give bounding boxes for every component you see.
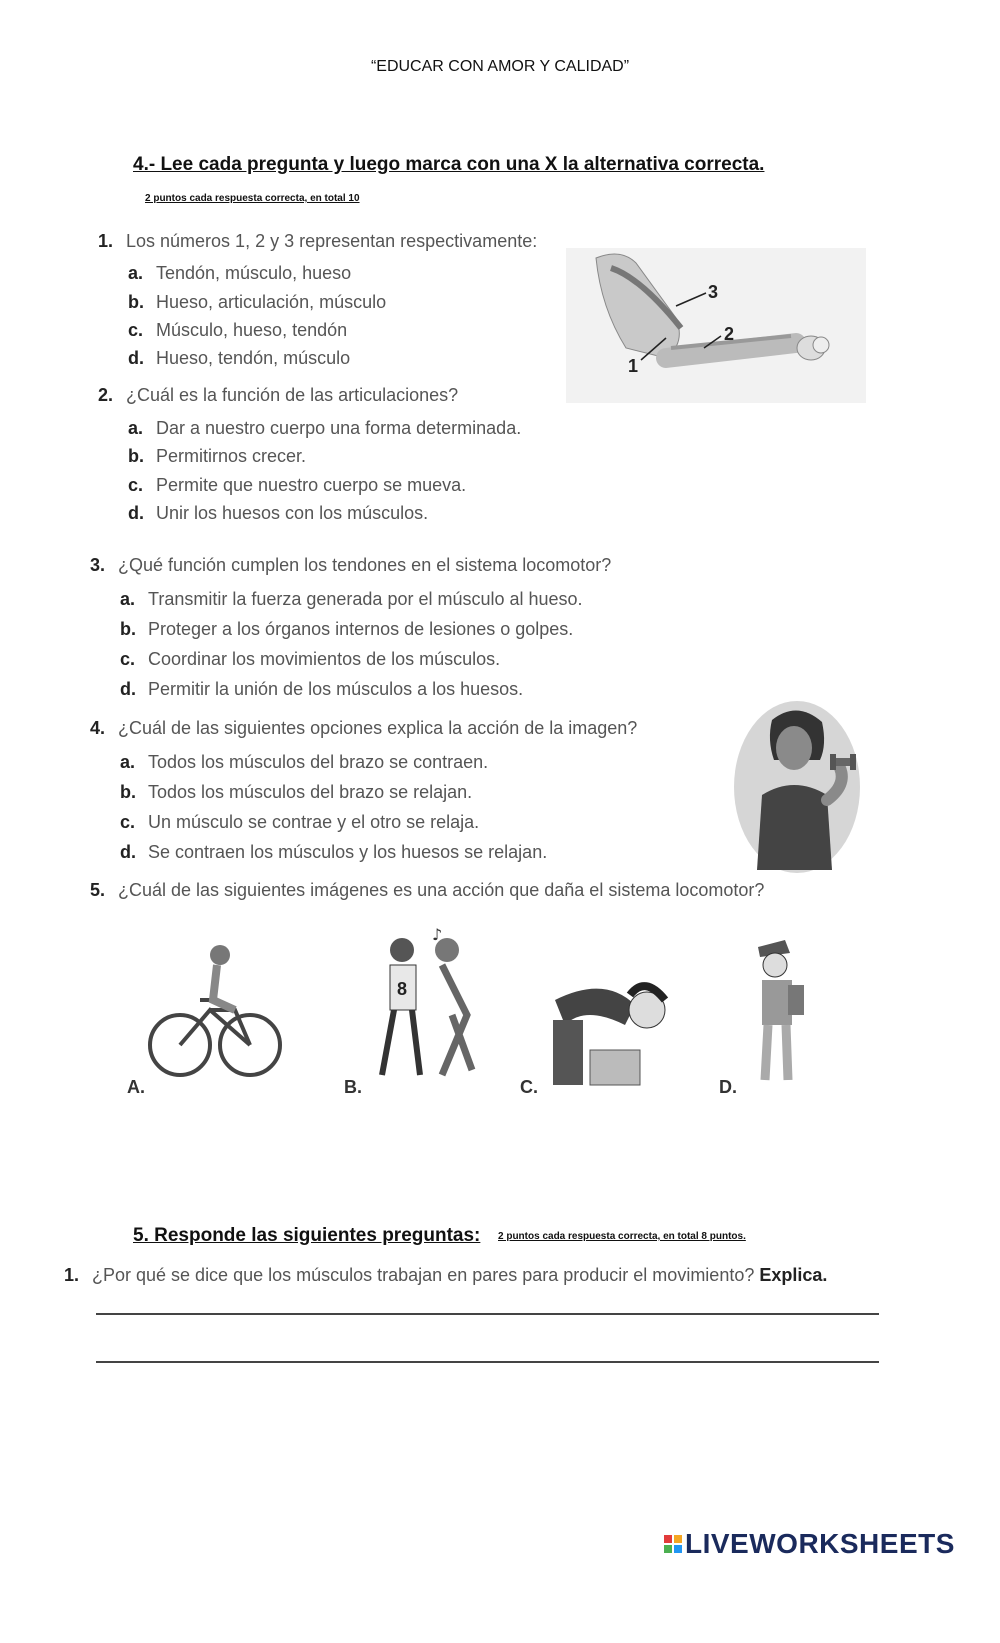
bending-girl-illustration[interactable] — [545, 965, 675, 1090]
question-1 — [98, 231, 537, 252]
image-option-d-label: D. — [719, 1077, 737, 1097]
arm-label-2: 2 — [724, 324, 735, 344]
answer-line-1[interactable] — [96, 1313, 879, 1315]
option-text: Permitirnos crecer. — [156, 446, 307, 466]
q2-option-d[interactable] — [128, 503, 428, 524]
question-3 — [90, 555, 611, 576]
answer-line-2[interactable] — [96, 1361, 879, 1363]
arm-label-1: 1 — [628, 356, 639, 376]
option-letter: d. — [128, 503, 144, 523]
image-option-a-label: A. — [127, 1077, 145, 1097]
option-text: Hueso, tendón, músculo — [156, 348, 351, 368]
option-letter: b. — [128, 292, 144, 312]
q2-option-b[interactable] — [128, 446, 306, 467]
option-text: Permite que nuestro cuerpo se mueva. — [156, 475, 467, 495]
option-letter: b. — [128, 446, 144, 466]
option-letter: a. — [120, 752, 136, 772]
q3-option-b[interactable] — [120, 619, 573, 640]
question-number: 2. — [98, 385, 114, 405]
woman-dumbbell-illustration — [732, 700, 862, 875]
q3-option-d[interactable] — [120, 679, 523, 700]
option-letter: b. — [120, 782, 136, 802]
option-letter: c. — [128, 475, 144, 495]
option-text: Se contraen los músculos y los huesos se relajan. — [148, 842, 548, 862]
question-text: Los números 1, 2 y 3 representan respectivamente: — [126, 231, 538, 251]
option-text: Transmitir la fuerza generada por el músculo al hueso. — [148, 589, 583, 609]
arm-muscle-illustration — [566, 248, 866, 403]
question-5 — [90, 880, 764, 901]
question-4 — [90, 718, 637, 739]
option-text: Un músculo se contrae y el otro se relaja. — [148, 812, 480, 832]
section-5-points: 2 puntos cada respuesta correcta, en total 8 puntos. — [498, 1231, 746, 1242]
section-5-title: 5. Responde las siguientes preguntas: — [133, 1225, 481, 1246]
option-letter: d. — [120, 842, 136, 862]
arm-label-3: 3 — [708, 282, 719, 302]
option-letter: c. — [120, 649, 136, 669]
option-text: Coordinar los movimientos de los músculos. — [148, 649, 501, 669]
section-4-title: 4.- Lee cada pregunta y luego marca con una X la alternativa correcta. — [133, 154, 765, 175]
option-text: Tendón, músculo, hueso — [156, 263, 352, 283]
question-number: 1. — [98, 231, 114, 251]
question-instruction: Explica. — [759, 1265, 828, 1285]
q2-option-c[interactable] — [128, 475, 466, 496]
question-number: 4. — [90, 718, 106, 738]
q3-option-a[interactable] — [120, 589, 583, 610]
option-letter: d. — [120, 679, 136, 699]
q2-option-a[interactable] — [128, 418, 521, 439]
q1-option-d[interactable] — [128, 348, 350, 369]
section-5-question-1 — [64, 1265, 827, 1286]
option-letter: a. — [128, 418, 144, 438]
question-number: 5. — [90, 880, 106, 900]
q1-option-a[interactable] — [128, 263, 351, 284]
svg-text:8: 8 — [397, 979, 408, 999]
option-letter: a. — [128, 263, 144, 283]
option-text: Permitir la unión de los músculos a los huesos. — [148, 679, 524, 699]
option-text: Dar a nuestro cuerpo una forma determinada. — [156, 418, 522, 438]
bicycle-rider-illustration[interactable] — [145, 940, 285, 1080]
option-text: Todos los músculos del brazo se contraen. — [148, 752, 489, 772]
q4-option-a[interactable] — [120, 752, 488, 773]
option-letter: d. — [128, 348, 144, 368]
q4-option-c[interactable] — [120, 812, 479, 833]
dancing-kids-illustration[interactable] — [372, 925, 487, 1085]
question-text: ¿Cuál de las siguientes opciones explica la acción de la imagen? — [118, 718, 638, 738]
q4-option-b[interactable] — [120, 782, 472, 803]
option-letter: b. — [120, 619, 136, 639]
q3-option-c[interactable] — [120, 649, 500, 670]
image-option-c-label: C. — [520, 1077, 538, 1097]
svg-text:♪: ♪ — [432, 925, 443, 944]
section-4-points: 2 puntos cada respuesta correcta, en total 10 — [145, 193, 360, 204]
question-text: ¿Cuál es la función de las articulaciones? — [126, 385, 459, 405]
liveworksheets-logo — [663, 1528, 955, 1560]
logo-icon — [663, 1534, 685, 1554]
question-number: 1. — [64, 1265, 80, 1285]
option-text: Proteger a los órganos internos de lesiones o golpes. — [148, 619, 574, 639]
brand-name: LIVEWORKSHEETS — [685, 1528, 955, 1559]
option-text: Hueso, articulación, músculo — [156, 292, 387, 312]
option-letter: a. — [120, 589, 136, 609]
image-option-b-label: B. — [344, 1077, 362, 1097]
standing-kid-illustration[interactable] — [740, 935, 815, 1090]
option-letter: c. — [128, 320, 144, 340]
option-text: Músculo, hueso, tendón — [156, 320, 348, 340]
q1-option-b[interactable] — [128, 292, 386, 313]
question-2 — [98, 385, 458, 406]
option-text: Unir los huesos con los músculos. — [156, 503, 429, 523]
q4-option-d[interactable] — [120, 842, 547, 863]
school-motto: “EDUCAR CON AMOR Y CALIDAD” — [370, 58, 630, 75]
option-letter: c. — [120, 812, 136, 832]
option-text: Todos los músculos del brazo se relajan. — [148, 782, 473, 802]
question-text: ¿Cuál de las siguientes imágenes es una acción que daña el sistema locomotor? — [118, 880, 765, 900]
question-number: 3. — [90, 555, 106, 575]
question-text: ¿Qué función cumplen los tendones en el sistema locomotor? — [118, 555, 612, 575]
question-text: ¿Por qué se dice que los músculos trabajan en pares para producir el movimiento? — [92, 1265, 755, 1285]
q1-option-c[interactable] — [128, 320, 347, 341]
